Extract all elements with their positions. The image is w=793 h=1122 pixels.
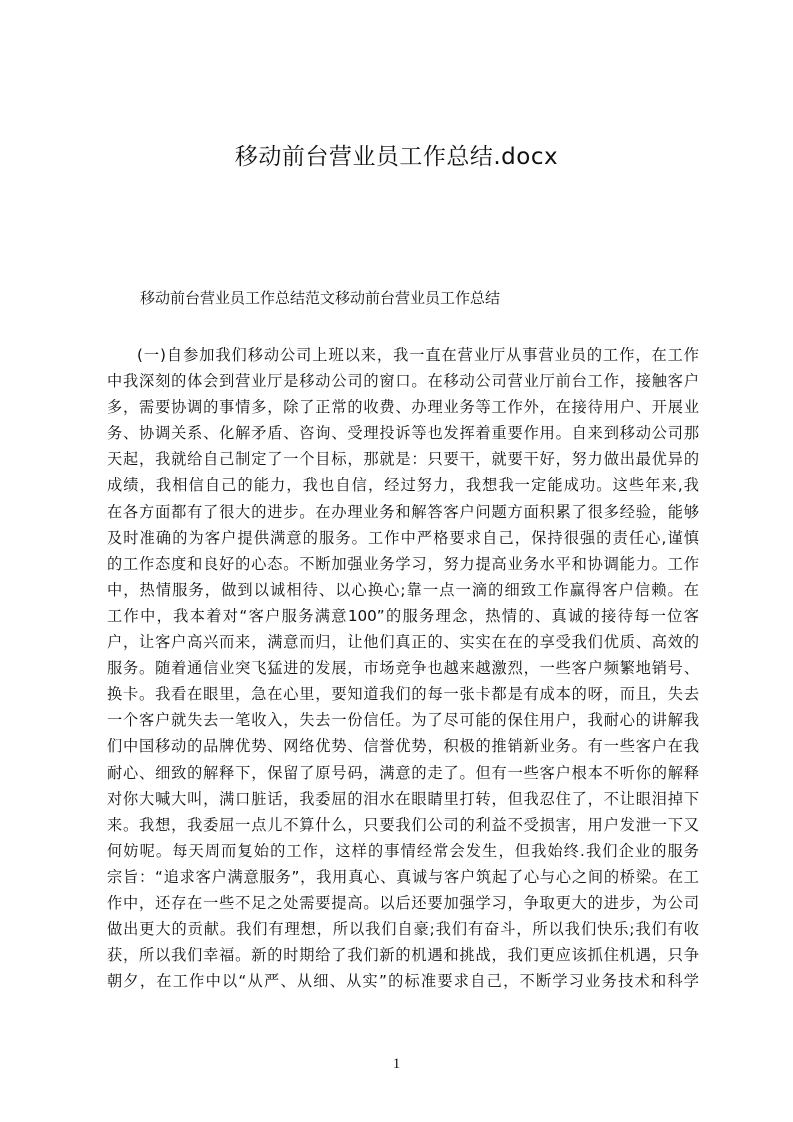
body-line: 换卡。我看在眼里，急在心里，要知道我们的每一张卡都是有成本的呀，而且，失去: [107, 685, 699, 704]
body-line: 作中，还存在一些不足之处需要提高。以后还要加强学习，争取更大的进步，为公司: [107, 893, 699, 912]
body-line: 户，让客户高兴而来，满意而归，让他们真正的、实实在在的享受我们优质、高效的: [107, 633, 699, 652]
body-line: 来。我想，我委屈一点儿不算什么，只要我们公司的利益不受损害，用户发泄一下又: [107, 815, 699, 834]
body-line: 一个客户就失去一笔收入，失去一份信任。为了尽可能的保住用户，我耐心的讲解我: [107, 711, 699, 730]
body-line: 对你大喊大叫，满口脏话，我委屈的泪水在眼睛里打转，但我忍住了，不让眼泪掉下: [107, 789, 699, 808]
body-line: 的工作态度和良好的心态。不断加强业务学习，努力提高业务水平和协调能力。工作: [107, 554, 699, 573]
body-line: 务、协调关系、化解矛盾、咨询、受理投诉等也发挥着重要作用。自来到移动公司那: [107, 424, 699, 443]
body-line: 成绩，我相信自己的能力，我也自信，经过努力，我想我一定能成功。这些年来,我: [107, 476, 699, 495]
body-line: 工作中，我本着对“客户服务满意100”的服务理念，热情的、真诚的接待每一位客: [107, 606, 699, 625]
body-line: 获，所以我们幸福。新的时期给了我们新的机遇和挑战，我们更应该抓住机遇，只争: [107, 946, 699, 965]
body-line: 天起，我就给自己制定了一个目标，那就是：只要干，就要干好，努力做出最优异的: [107, 450, 699, 469]
body-line: 多，需要协调的事情多，除了正常的收费、办理业务等工作外，在接待用户、开展业: [107, 398, 699, 417]
document-subtitle: 移动前台营业员工作总结范文移动前台营业员工作总结: [140, 289, 501, 307]
body-line: 何妨呢。每天周而复始的工作，这样的事情经常会发生，但我始终.我们企业的服务: [107, 841, 699, 860]
body-line: 中我深刻的体会到营业厅是移动公司的窗口。在移动公司营业厅前台工作，接触客户: [107, 372, 699, 391]
body-line: 宗旨：“追求客户满意服务”，我用真心、真诚与客户筑起了心与心之间的桥梁。在工: [107, 867, 699, 886]
body-line: 朝夕，在工作中以“从严、从细、从实”的标准要求自己，不断学习业务技术和科学: [107, 972, 699, 991]
body-line: 及时准确的为客户提供满意的服务。工作中严格要求自己，保持很强的责任心,谨慎: [107, 528, 699, 547]
body-line: 做出更大的贡献。我们有理想，所以我们自豪;我们有奋斗，所以我们快乐;我们有收: [107, 920, 699, 939]
body-line: 服务。随着通信业突飞猛进的发展，市场竞争也越来越激烈，一些客户频繁地销号、: [107, 659, 699, 678]
document-title: 移动前台营业员工作总结.docx: [234, 144, 559, 170]
document-body: [107, 342, 699, 994]
body-line: 中，热情服务，做到以诚相待、以心换心;靠一点一滴的细致工作赢得客户信赖。在: [107, 580, 699, 599]
body-line: 们中国移动的品牌优势、网络优势、信誉优势，积极的推销新业务。有一些客户在我: [107, 737, 699, 756]
body-line: 在各方面都有了很大的进步。在办理业务和解答客户问题方面积累了很多经验，能够: [107, 502, 699, 521]
page-number: 1: [392, 1056, 401, 1072]
body-line: (一)自参加我们移动公司上班以来，我一直在营业厅从事营业员的工作，在工作: [137, 346, 699, 364]
body-line: 耐心、细致的解释下，保留了原号码，满意的走了。但有一些客户根本不听你的解释: [107, 763, 699, 782]
